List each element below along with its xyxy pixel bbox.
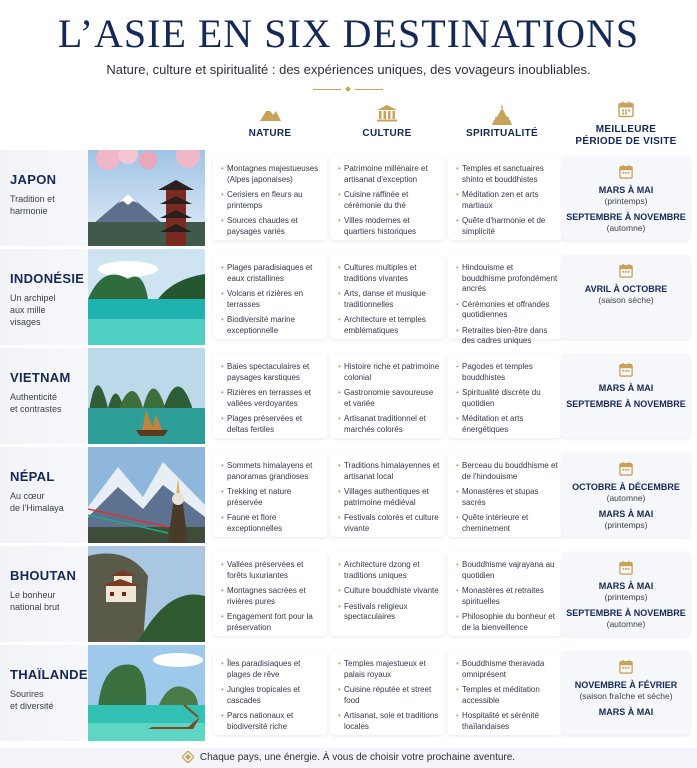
list-item: • Cerisiers en fleurs au printemps xyxy=(221,190,323,211)
list-item: • Sommets himalayens et panoramas grandioses xyxy=(221,461,323,482)
culture-cell xyxy=(330,651,444,735)
country-tagline-line: de l'Himalaya xyxy=(10,503,64,513)
ornament-divider xyxy=(313,89,383,91)
destination-row xyxy=(0,150,697,246)
list-item: • Bouddhisme theravada omniprésent xyxy=(456,659,558,680)
culture-cell xyxy=(330,156,444,240)
country-name: JAPON xyxy=(10,172,57,187)
list-item: • Méditation et arts énergétiques xyxy=(456,414,558,435)
spiritualite-cell xyxy=(448,453,562,537)
footer-text: Chaque pays, une énergie. À vous de choisir votre prochaine aventure. xyxy=(199,752,516,763)
period-cell xyxy=(562,354,690,438)
list-item: • Spiritualité discrète du quotidien xyxy=(456,388,558,409)
spiritualite-cell xyxy=(448,651,562,735)
country-name: BHOUTAN xyxy=(10,568,77,583)
nature-cell xyxy=(213,156,327,240)
visit-period xyxy=(564,482,688,504)
calendar-icon xyxy=(619,659,633,674)
header-nature: NATURE xyxy=(213,104,327,150)
period-months: OCTOBRE À DÉCEMBRE xyxy=(572,482,680,492)
country-label xyxy=(0,447,88,543)
period-season: (automne) xyxy=(606,619,646,629)
pagoda-icon xyxy=(492,104,512,126)
list-item: • Quête intérieure et cheminement xyxy=(456,513,558,534)
period-cell xyxy=(562,156,690,240)
list-item: • Quête d'harmonie et de simplicité xyxy=(456,216,558,237)
list-item: • Architecture dzong et traditions uniques xyxy=(338,560,440,581)
list-item: • Jungles tropicales et cascades xyxy=(221,685,323,706)
country-photo xyxy=(88,447,205,543)
culture-cell xyxy=(330,552,444,636)
country-photo xyxy=(88,348,205,444)
period-months: MARS À MAI xyxy=(598,581,654,591)
country-tagline xyxy=(10,490,88,514)
list-item: • Engagement fort pour la préservation xyxy=(221,612,323,633)
country-label xyxy=(0,348,88,444)
country-label xyxy=(0,150,88,246)
country-tagline-line: Un archipel xyxy=(10,293,56,303)
list-item: • Temples majestueux et palais royaux xyxy=(338,659,440,680)
country-label xyxy=(0,645,88,741)
list-item: • Traditions himalayennes et artisanat local xyxy=(338,461,440,482)
list-item: • Volcans et rizières en terrasses xyxy=(221,289,323,310)
spiritualite-cell xyxy=(448,156,562,240)
list-item: • Pagodes et temples bouddhistes xyxy=(456,362,558,383)
diamond-icon xyxy=(182,751,194,763)
header-culture: CULTURE xyxy=(330,104,444,150)
list-item: • Montagnes sacrées et rivières pures xyxy=(221,586,323,607)
destination-row xyxy=(0,546,697,642)
list-item: • Temples et sanctuaires shinto et bouddhistes xyxy=(456,164,558,185)
list-item: • Architecture et temples emblématiques xyxy=(338,315,440,336)
country-tagline xyxy=(10,292,88,328)
period-season: (printemps) xyxy=(604,592,648,602)
period-months: SEPTEMBRE À NOVEMBRE xyxy=(566,608,686,618)
nature-cell xyxy=(213,651,327,735)
country-tagline-line: national brut xyxy=(10,602,60,612)
list-item: • Méditation zen et arts martiaux xyxy=(456,190,558,211)
list-item: • Cérémonies et offrandes quotidiennes xyxy=(456,300,558,321)
period-season: (printemps) xyxy=(604,520,648,530)
period-cell xyxy=(562,453,690,537)
list-item: • Plages paradisiaques et eaux cristallines xyxy=(221,263,323,284)
culture-cell xyxy=(330,255,444,339)
list-item: • Montagnes majestueuses (Alpes japonaises) xyxy=(221,164,323,185)
list-item: • Villes modernes et quartiers historiques xyxy=(338,216,440,237)
list-item: • Philosophie du bonheur et de la bienveillence xyxy=(456,612,558,633)
list-item: • Festivals religieux spectaculaires xyxy=(338,602,440,623)
destination-row xyxy=(0,645,697,741)
list-item: • Cuisine réputée et street food xyxy=(338,685,440,706)
list-item: • Parcs nationaux et biodiversité riche xyxy=(221,711,323,732)
footer xyxy=(0,748,697,768)
period-months: SEPTEMBRE À NOVEMBRE xyxy=(566,399,686,409)
visit-period xyxy=(564,581,688,603)
country-photo xyxy=(88,150,205,246)
country-tagline-line: Tradition et xyxy=(10,194,55,204)
list-item: • Patrimoine millénaire et artisanat d'exception xyxy=(338,164,440,185)
period-season: (saison fraîche et sèche) xyxy=(579,691,673,701)
country-tagline-line: Au cœur xyxy=(10,491,45,501)
visit-period xyxy=(564,212,688,234)
country-name: NÉPAL xyxy=(10,469,55,484)
country-tagline-line: aux mille xyxy=(10,305,46,315)
mountain-icon xyxy=(258,104,282,122)
list-item: • Artisanat traditionnel et marchés colorés xyxy=(338,414,440,435)
nature-cell xyxy=(213,354,327,438)
calendar-icon xyxy=(619,164,633,179)
country-tagline xyxy=(10,391,88,415)
country-tagline-line: et contrastes xyxy=(10,404,62,414)
culture-cell xyxy=(330,453,444,537)
header-periode: MEILLEURE PÉRIODE DE VISITE xyxy=(562,100,690,146)
visit-period xyxy=(564,680,688,702)
country-label xyxy=(0,249,88,345)
list-item: • Hospitalité et sérénité thaïlandaises xyxy=(456,711,558,732)
header-spiritualite: SPIRITUALITÉ xyxy=(448,104,556,150)
temple-columns-icon xyxy=(376,104,398,122)
spiritualite-cell xyxy=(448,255,562,345)
destination-row xyxy=(0,348,697,444)
calendar-icon xyxy=(619,560,633,575)
period-cell xyxy=(562,552,690,636)
list-item: • Vallées préservées et forêts luxuriantes xyxy=(221,560,323,581)
period-season: (automne) xyxy=(606,493,646,503)
list-item: • Îles paradisiaques et plages de rêve xyxy=(221,659,323,680)
page-title: L’ASIE EN SIX DESTINATIONS xyxy=(57,11,640,56)
period-months: MARS À MAI xyxy=(598,185,654,195)
country-tagline xyxy=(10,589,88,613)
country-photo xyxy=(88,249,205,345)
list-item: • Histoire riche et patrimoine colonial xyxy=(338,362,440,383)
period-cell xyxy=(562,255,690,339)
country-tagline xyxy=(10,193,88,217)
period-season: (automne) xyxy=(606,223,646,233)
country-tagline-line: Sourires xyxy=(10,689,44,699)
country-tagline-line: Authenticité xyxy=(10,392,58,402)
list-item: • Monastères et retraites spirituelles xyxy=(456,586,558,607)
period-season: (printemps) xyxy=(604,196,648,206)
list-item: • Plages préservées et deltas fertiles xyxy=(221,414,323,435)
period-months: AVRIL À OCTOBRE xyxy=(584,284,668,294)
nature-cell xyxy=(213,453,327,537)
calendar-icon xyxy=(619,263,633,278)
list-item: • Cultures multiples et traditions vivantes xyxy=(338,263,440,284)
country-tagline-line: visages xyxy=(10,317,41,327)
visit-period xyxy=(564,707,688,718)
list-item: • Hindouisme et bouddhisme profondément ancrés xyxy=(456,263,558,295)
list-item: • Retraites bien-être dans des cadres uniques xyxy=(456,326,558,347)
period-months: MARS À MAI xyxy=(598,707,654,717)
country-tagline-line: harmonie xyxy=(10,206,48,216)
country-tagline-line: Le bonheur xyxy=(10,590,56,600)
spiritualite-cell xyxy=(448,552,562,636)
country-photo xyxy=(88,546,205,642)
visit-period xyxy=(564,399,688,410)
country-tagline xyxy=(10,688,88,712)
visit-period xyxy=(564,509,688,531)
country-photo xyxy=(88,645,205,741)
period-months: MARS À MAI xyxy=(598,509,654,519)
list-item: • Baies spectaculaires et paysages karstiques xyxy=(221,362,323,383)
visit-period xyxy=(564,383,688,394)
list-item: • Villages authentiques et patrimoine médiéval xyxy=(338,487,440,508)
calendar-icon xyxy=(619,362,633,377)
period-cell xyxy=(562,651,690,735)
list-item: • Faune et flore exceptionnelles xyxy=(221,513,323,534)
country-name: INDONÉSIE xyxy=(10,271,85,286)
visit-period xyxy=(564,284,688,306)
spiritualite-cell xyxy=(448,354,562,438)
list-item: • Trekking et nature préservée xyxy=(221,487,323,508)
period-months: SEPTEMBRE À NOVEMBRE xyxy=(566,212,686,222)
nature-cell xyxy=(213,552,327,636)
list-item: • Rizières en terrasses et vallées verdoyantes xyxy=(221,388,323,409)
list-item: • Gastronomie savoureuse et variée xyxy=(338,388,440,409)
list-item: • Festivals colorés et culture vivante xyxy=(338,513,440,534)
country-tagline-line: et diversité xyxy=(10,701,54,711)
list-item: • Cuisine raffinée et cérémonie du thé xyxy=(338,190,440,211)
nature-cell xyxy=(213,255,327,339)
list-item: • Monastères et stupas sacrés xyxy=(456,487,558,508)
list-item: • Temples et méditation accessible xyxy=(456,685,558,706)
list-item: • Arts, danse et musique traditionnelles xyxy=(338,289,440,310)
calendar-icon xyxy=(619,461,633,476)
country-name: THAÏLANDE xyxy=(10,667,88,682)
destination-row xyxy=(0,447,697,543)
country-name: VIETNAM xyxy=(10,370,71,385)
destination-row xyxy=(0,249,697,345)
calendar-icon xyxy=(618,100,634,118)
list-item: • Artisanat, soie et traditions locales xyxy=(338,711,440,732)
list-item: • Culture bouddhiste vivante xyxy=(338,586,440,597)
period-months: MARS À MAI xyxy=(598,383,654,393)
period-months: NOVEMBRE À FÉVRIER xyxy=(574,680,678,690)
list-item: • Bouddhisme vajrayana au quotidien xyxy=(456,560,558,581)
period-season: (saison sèche) xyxy=(598,295,654,305)
visit-period xyxy=(564,185,688,207)
country-label xyxy=(0,546,88,642)
culture-cell xyxy=(330,354,444,438)
list-item: • Berceau du bouddhisme et de l'hindouisme xyxy=(456,461,558,482)
visit-period xyxy=(564,608,688,630)
list-item: • Sources chaudes et paysages variés xyxy=(221,216,323,237)
page-subtitle: Nature, culture et spiritualité : des expériences uniques, des vovageurs inoubliables. xyxy=(106,62,591,77)
list-item: • Biodiversité marine exceptionnelle xyxy=(221,315,323,336)
